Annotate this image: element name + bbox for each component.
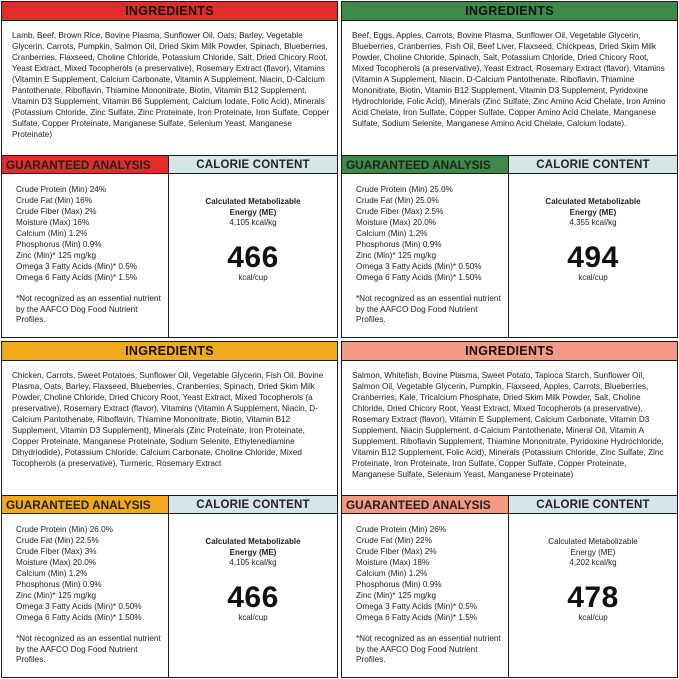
guaranteed-analysis-list — [342, 514, 508, 624]
calorie-content-header: CALORIE CONTENT — [169, 156, 337, 174]
analysis-item: Crude Protein (Min) 25.0% — [356, 185, 453, 194]
guaranteed-analysis-header: GUARANTEED ANALYSIS — [2, 496, 168, 514]
calorie-content-header: CALORIE CONTENT — [509, 156, 677, 174]
analysis-row — [2, 155, 337, 338]
guaranteed-analysis-list — [342, 174, 508, 284]
calorie-content — [509, 496, 677, 678]
analysis-item: Phosphorus (Min) 0.9% — [356, 239, 442, 249]
analysis-item: Crude Protein (Min) 26.0% — [16, 525, 113, 534]
calorie-label: Calculated Metabolizable — [205, 537, 301, 546]
analysis-item: Omega 3 Fatty Acids (Min)* 0.5% — [16, 261, 138, 271]
analysis-item: Omega 3 Fatty Acids (Min)* 0.50% — [16, 601, 142, 611]
analysis-row — [342, 155, 677, 338]
ingredients-text: Chicken, Carrots, Sweet Potatoes, Sunflower Oil, Vegetable Glycerin, Fish Oil, Bovine Plasma, Oats, Barley, Flaxseed, Blueberries, Cranberries, Spinach, Dried Skim Milk Powder, Choline Chloride, Dried Chicory Root, Yeast Extract, Mixed Tocopherols (a preservative), Rosemary Extract (flavor), Vitamins (Vitamin A Supplement, Niacin, D-Calcium Pantothenate, Riboflavin, Thiamine Mononitrate, Biotin, Vitamin B12 Supplement, Vitamin D3 Supplement), Minerals (Zinc Proteinate, Iron Proteinate, Copper Proteinate, Manganese Proteinate, Sodium Selenite, Ethylenediamine Dihydriodide), Potassium Chloride, Calcium Carbonate, Choline Chloride, Mixed Tocopherols (a preservative), Turmeric, Rosemary Extract — [12, 371, 324, 469]
calorie-value: 494 — [567, 240, 619, 274]
calorie-energy-kg: 4,202 kcal/kg — [569, 558, 617, 567]
analysis-item: Moisture (Max) 18% — [356, 557, 430, 567]
analysis-item: Crude Fiber (Max) 2% — [16, 206, 97, 216]
ingredients-header: INGREDIENTS — [342, 342, 677, 361]
analysis-item: Moisture (Max) 16% — [16, 217, 90, 227]
analysis-item: Omega 6 Fatty Acids (Min)* 1.50% — [16, 612, 142, 622]
guaranteed-analysis-header: GUARANTEED ANALYSIS — [2, 156, 168, 174]
analysis-item: Calcium (Min) 1.2% — [356, 228, 428, 238]
analysis-item: Calcium (Min) 1.2% — [16, 568, 88, 578]
calorie-label-energy: Energy (ME) — [229, 547, 277, 557]
ingredients-text: Salmon, Whitefish, Bovine Plasma, Sweet Potato, Tapioca Starch, Sunflower Oil, Salmon Oil, Vegetable Glycerin, Pumpkin, Flaxseed, Apples, Carrots, Blueberries, Cranberries, Kale, Tricalcium Phosphate, Dried Skim Milk Powder, Salt, Choline Chloride, Dried Chicory Root, Yeast Extract, Mixed Tocopherols (a preservative), Rosemary Extract (flavor), Vitamin E Supplement, Calcium Carbonate, Vitamin D3 Supplement, Niacin Supplement, d-Calcium Pantothenate, Mineral Oil, Vitamin A Supplement, Riboflavin Supplement, Thiamine Mononitrate, Pyridoxine Hydrochloride, Vitamin B12 Supplement, Folic Acid), Minerals (Potassium Chloride, Zinc Sulfate, Zinc Proteinate, Iron Proteinate, Iron Sulfate, Copper Sulfate, Copper Proteinate, Manganese Sulfate, Selenium Yeast, Manganese Proteinate) — [352, 371, 664, 480]
recipe-panel — [341, 1, 678, 338]
analysis-item: Crude Fiber (Max) 2% — [356, 546, 437, 556]
analysis-item: Omega 6 Fatty Acids (Min)* 1.5% — [16, 272, 138, 282]
calorie-content — [169, 496, 337, 678]
analysis-item: Crude Protein (Min) 24% — [16, 185, 107, 194]
analysis-item: Crude Fat (Min) 22.5% — [16, 535, 99, 545]
analysis-item: Phosphorus (Min) 0.9% — [16, 579, 102, 589]
analysis-row — [342, 495, 677, 678]
analysis-item: Zinc (Min)* 125 mg/kg — [356, 590, 437, 600]
analysis-item: Omega 6 Fatty Acids (Min)* 1.50% — [356, 272, 482, 282]
calorie-energy-kg: 4,105 kcal/kg — [229, 218, 277, 227]
ingredients-header: INGREDIENTS — [342, 2, 677, 21]
calorie-energy-kg: 4,105 kcal/kg — [229, 558, 277, 567]
guaranteed-analysis-list — [2, 174, 168, 284]
recipe-panel — [1, 341, 338, 678]
ingredients-header: INGREDIENTS — [2, 342, 337, 361]
analysis-item: Zinc (Min)* 125 mg/kg — [356, 250, 437, 260]
calorie-unit: kcal/cup — [578, 612, 608, 622]
guaranteed-analysis — [342, 156, 509, 338]
calorie-value: 466 — [227, 580, 279, 614]
analysis-item: Calcium (Min) 1.2% — [16, 228, 88, 238]
calorie-value: 478 — [567, 580, 619, 614]
ingredients-text: Beef, Eggs, Apples, Carrots, Bovine Plasma, Sunflower Oil, Vegetable Glycerin, Blueberries, Cranberries, Fish Oil, Beef Liver, Flaxseed, Chickpeas, Dried Skim Milk Powder, Choline Chloride, Spinach, Salt, Potassium Chloride, Dried Chicory Root, Mixed Tocopherols (a preservative), Yeast Extract, Rosemary Extract (flavor), Vitamins (Vitamin A Supplement, Niacin, D-Calcium Pantothenate, Riboflavin, Thiamine Mononitrate, Biotin, Vitamin B12 Supplement, Vitamin D3 Supplement, Pyridoxine Hydrochloride, Folic Acid), Minerals (Zinc Sulfate, Zinc Amino Acid Chelate, Iron Amino Acid Chelate, Iron Sulfate, Copper Sulfate, Copper Amino Acid Chelate, Manganese Sulfate, Sodium Selenite, Manganese Amino Acid Chelate, Calcium Iodate). — [352, 31, 666, 129]
calorie-content-header: CALORIE CONTENT — [509, 496, 677, 514]
analysis-item: Crude Protein (Min) 26% — [356, 525, 447, 534]
calorie-label: Calculated Metabolizable — [548, 537, 638, 546]
analysis-item: Omega 6 Fatty Acids (Min)* 1.5% — [356, 612, 478, 622]
analysis-item: Zinc (Min)* 125 mg/kg — [16, 590, 97, 600]
analysis-item: Phosphorus (Min) 0.9% — [16, 239, 102, 249]
guaranteed-analysis — [2, 496, 169, 678]
ingredients-text: Lamb, Beef, Brown Rice, Bovine Plasma, Sunflower Oil, Oats, Barley, Vegetable Glycerin, Carrots, Pumpkin, Salmon Oil, Dried Skim Milk Powder, Spinach, Blueberries, Cranberries, Flaxseed, Choline Chloride, Potassium Chloride, Salt, Dried Chicory Root, Yeast Extract, Mixed Tocopherols (a preservative), Rosemary Extract (flavor), Vitamins (Vitamin E Supplement, Calcium Carbonate, Vitamin A Supplement, Niacin, D-Calcium Pantothenate, Riboflavin, Thiamine Mononitrate, Biotin, Vitamin B12 Supplement, Vitamin D3 Supplement, Vitamin B6 Supplement, Calcium Iodate, Folic Acid), Minerals (Potassium Chloride, Zinc Sulfate, Zinc Proteinate, Iron Proteinate, Iron Sulfate, Copper Sulfate, Copper Proteinate, Manganese Sulfate, Selenium Yeast, Manganese Proteinate) — [12, 31, 330, 140]
calorie-unit: kcal/cup — [578, 272, 608, 282]
guaranteed-analysis-header: GUARANTEED ANALYSIS — [342, 496, 508, 514]
recipe-panel — [1, 1, 338, 338]
calorie-unit: kcal/cup — [238, 612, 268, 622]
analysis-item: Moisture (Max) 20.0% — [16, 557, 97, 567]
ingredients-header: INGREDIENTS — [2, 2, 337, 21]
calorie-content-header: CALORIE CONTENT — [169, 496, 337, 514]
guaranteed-analysis-list — [2, 514, 168, 624]
guaranteed-analysis — [342, 496, 509, 678]
analysis-item: Crude Fat (Min) 16% — [16, 195, 92, 205]
calorie-content — [169, 156, 337, 338]
calorie-label-energy: Energy (ME) — [570, 547, 616, 557]
recipe-panel — [341, 341, 678, 678]
analysis-row — [2, 495, 337, 678]
analysis-item: Crude Fat (Min) 25.0% — [356, 195, 439, 205]
analysis-item: Phosphorus (Min) 0.9% — [356, 579, 442, 589]
analysis-item: Crude Fiber (Max) 3% — [16, 546, 97, 556]
analysis-item: Omega 3 Fatty Acids (Min)* 0.50% — [356, 261, 482, 271]
analysis-item: Zinc (Min)* 125 mg/kg — [16, 250, 97, 260]
calorie-label: Calculated Metabolizable — [205, 197, 301, 206]
aafco-footnote: *Not recognized as an essential nutrient by the AAFCO Dog Food Nutrient Profiles. — [16, 293, 161, 325]
calorie-energy-kg: 4,355 kcal/kg — [569, 218, 617, 227]
aafco-footnote: *Not recognized as an essential nutrient by the AAFCO Dog Food Nutrient Profiles. — [356, 293, 501, 325]
aafco-footnote: *Not recognized as an essential nutrient by the AAFCO Dog Food Nutrient Profiles. — [356, 633, 501, 665]
guaranteed-analysis-header: GUARANTEED ANALYSIS — [342, 156, 508, 174]
calorie-label: Calculated Metabolizable — [545, 197, 641, 206]
analysis-item: Omega 3 Fatty Acids (Min)* 0.5% — [356, 601, 478, 611]
analysis-item: Crude Fat (Min) 22% — [356, 535, 432, 545]
calorie-value: 466 — [227, 240, 279, 274]
analysis-item: Crude Fiber (Max) 2.5% — [356, 206, 444, 216]
aafco-footnote: *Not recognized as an essential nutrient by the AAFCO Dog Food Nutrient Profiles. — [16, 633, 161, 665]
analysis-item: Moisture (Max) 20.0% — [356, 217, 437, 227]
calorie-label-energy: Energy (ME) — [229, 207, 277, 217]
calorie-label-energy: Energy (ME) — [569, 207, 617, 217]
analysis-item: Calcium (Min) 1.2% — [356, 568, 428, 578]
guaranteed-analysis — [2, 156, 169, 338]
calorie-unit: kcal/cup — [238, 272, 268, 282]
calorie-content — [509, 156, 677, 338]
